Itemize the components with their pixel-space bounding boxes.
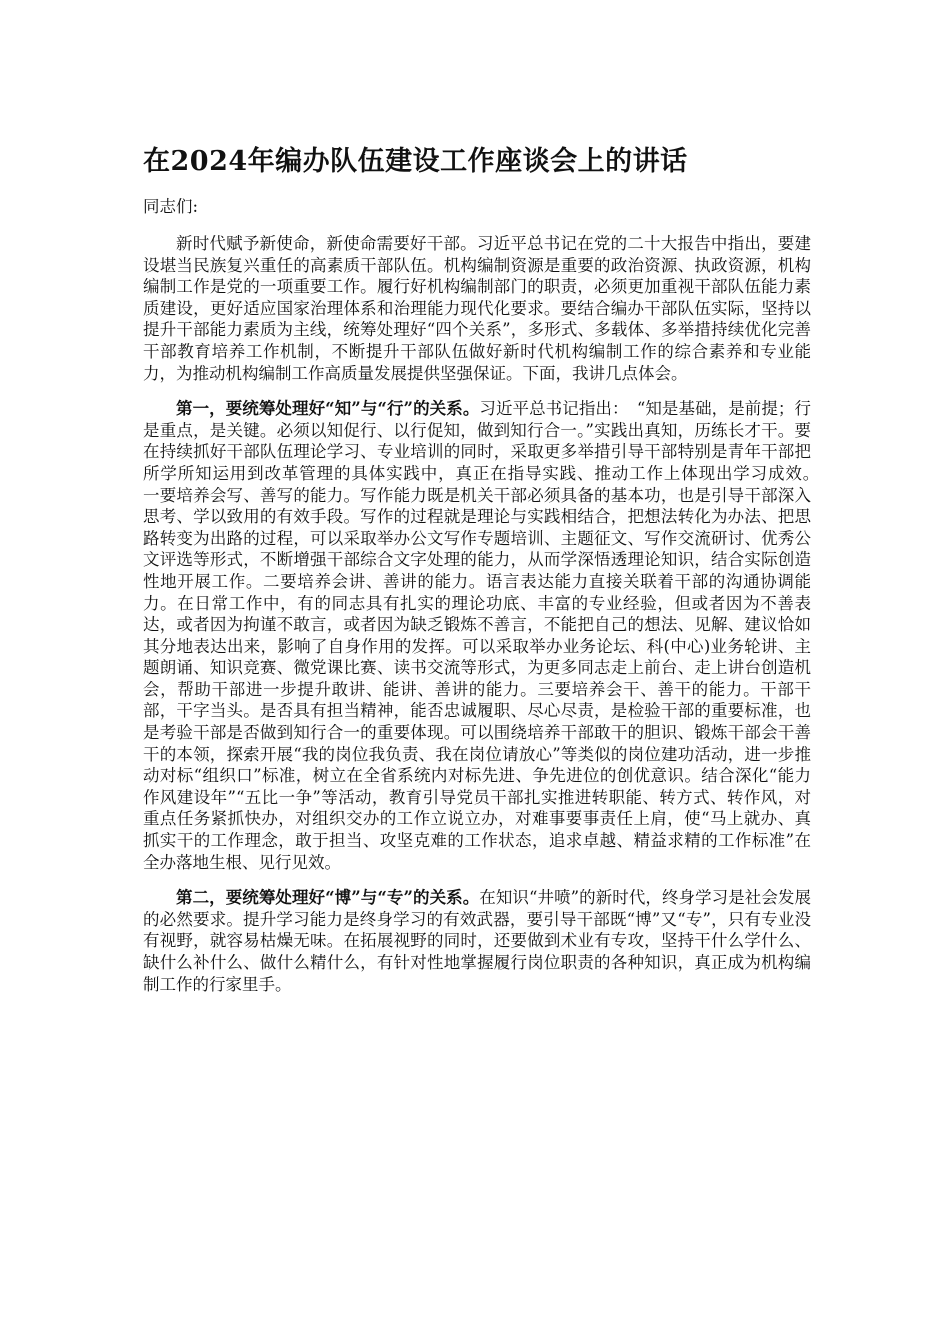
paragraph-intro-text: 新时代赋予新使命，新使命需要好干部。习近平总书记在党的二十大报告中指出，要建设堪当民族复兴重任的高素质干部队伍。机构编制资源是重要的政治资源、执政资源，机构编制工作是党的一项重要工作。履行好机构编制部门的职责，必须更加重视干部队伍能力素质建设，更好适应国家治理体系和治理能力现代化要求。要结合编办干部队伍实际，坚持以提升干部能力素质为主线，统筹处理好“四个关系”，多形式、多载体、多举措持续优化完善干部教育培养工作机制，不断提升干部队伍做好新时代机构编制工作的综合素养和专业能力，为推动机构编制工作高质量发展提供坚强保证。下面，我讲几点体会。	[143, 234, 811, 383]
paragraph-first-point-heading: 第一，要统筹处理好“知”与“行”的关系。	[176, 399, 480, 419]
paragraph-intro	[143, 233, 811, 384]
paragraph-second-point-heading: 第二，要统筹处理好“博”与“专”的关系。	[176, 888, 480, 908]
document-body	[143, 195, 828, 1009]
document-title: 在2024年编办队伍建设工作座谈会上的讲话	[143, 146, 688, 177]
paragraph-second-point	[143, 887, 811, 995]
paragraph-first-point	[143, 398, 828, 873]
salutation: 同志们:	[143, 197, 199, 216]
paragraph-second-point-text: 在知识“井喷”的新时代，终身学习是社会发展的必然要求。提升学习能力是终身学习的有效武器，要引导干部既“博”又“专”，只有专业没有视野，就容易枯燥无味。在拓展视野的同时，还要做到术业有专攻，坚持干什么学什么、缺什么补什么、做什么精什么，有针对性地掌握履行岗位职责的各种知识，真正成为机构编制工作的行家里手。	[143, 888, 811, 994]
paragraph-first-point-text: 习近平总书记指出： “知是基础，是前提；行是重点，是关键。必须以知促行、以行促知，做到知行合一。”实践出真知，历练长才干。要在持续抓好干部队伍理论学习、专业培训的同时，采取更多举措引导干部特别是青年干部把所学所知运用到改革管理的具体实践中，真正在指导实践、推动工作上体现出学习成效。 一要培养会写、善写的能力。写作能力既是机关干部必须具备的基本功，也是引导干部深入思考、学以致用的有效手段。写作的过程就是理论与实践相结合，把想法转化为办法、把思路转变为出路的过程，可以采取举办公文写作专题培训、主题征文、写作交流研讨、优秀公文评选等形式，不断增强干部综合文字处理的能力，从而学深悟透理论知识，结合实际创造性地开展工作。二要培养会讲、善讲的能力。语言表达能力直接关联着干部的沟通协调能力。在日常工作中，有的同志具有扎实的理论功底、丰富的专业经验，但或者因为不善表达，或者因为拘谨不敢言，或者因为缺乏锻炼不善言，不能把自己的想法、见解、建议恰如其分地表达出来，影响了自身作用的发挥。可以采取举办业务论坛、科(中心)业务轮讲、主题朗诵、知识竞赛、微党课比赛、读书交流等形式，为更多同志走上前台、走上讲台创造机会，帮助干部进一步提升敢讲、能讲、善讲的能力。三要培养会干、善干的能力。干部干部，干字当头。是否具有担当精神，能否忠诚履职、尽心尽责，是检验干部的重要标准，也是考验干部是否做到知行合一的重要体现。可以围绕培养干部敢干的胆识、锻炼干部会干善干的本领，探索开展“我的岗位我负责、我在岗位请放心”等类似的岗位建功活动，进一步推动对标“组织口”标准，树立在全省系统内对标先进、争先进位的创优意识。结合深化“能力作风建设年”“五比一争”等活动，教育引导党员干部扎实推进转职能、转方式、转作风，对重点任务紧抓快办，对组织交办的工作立说立办，对难事要事责任上肩，使“马上就办、真抓实干的工作理念，敢于担当、攻坚克难的工作状态，追求卓越、精益求精的工作标准”在全办落地生根、见行见效。	[143, 399, 828, 872]
